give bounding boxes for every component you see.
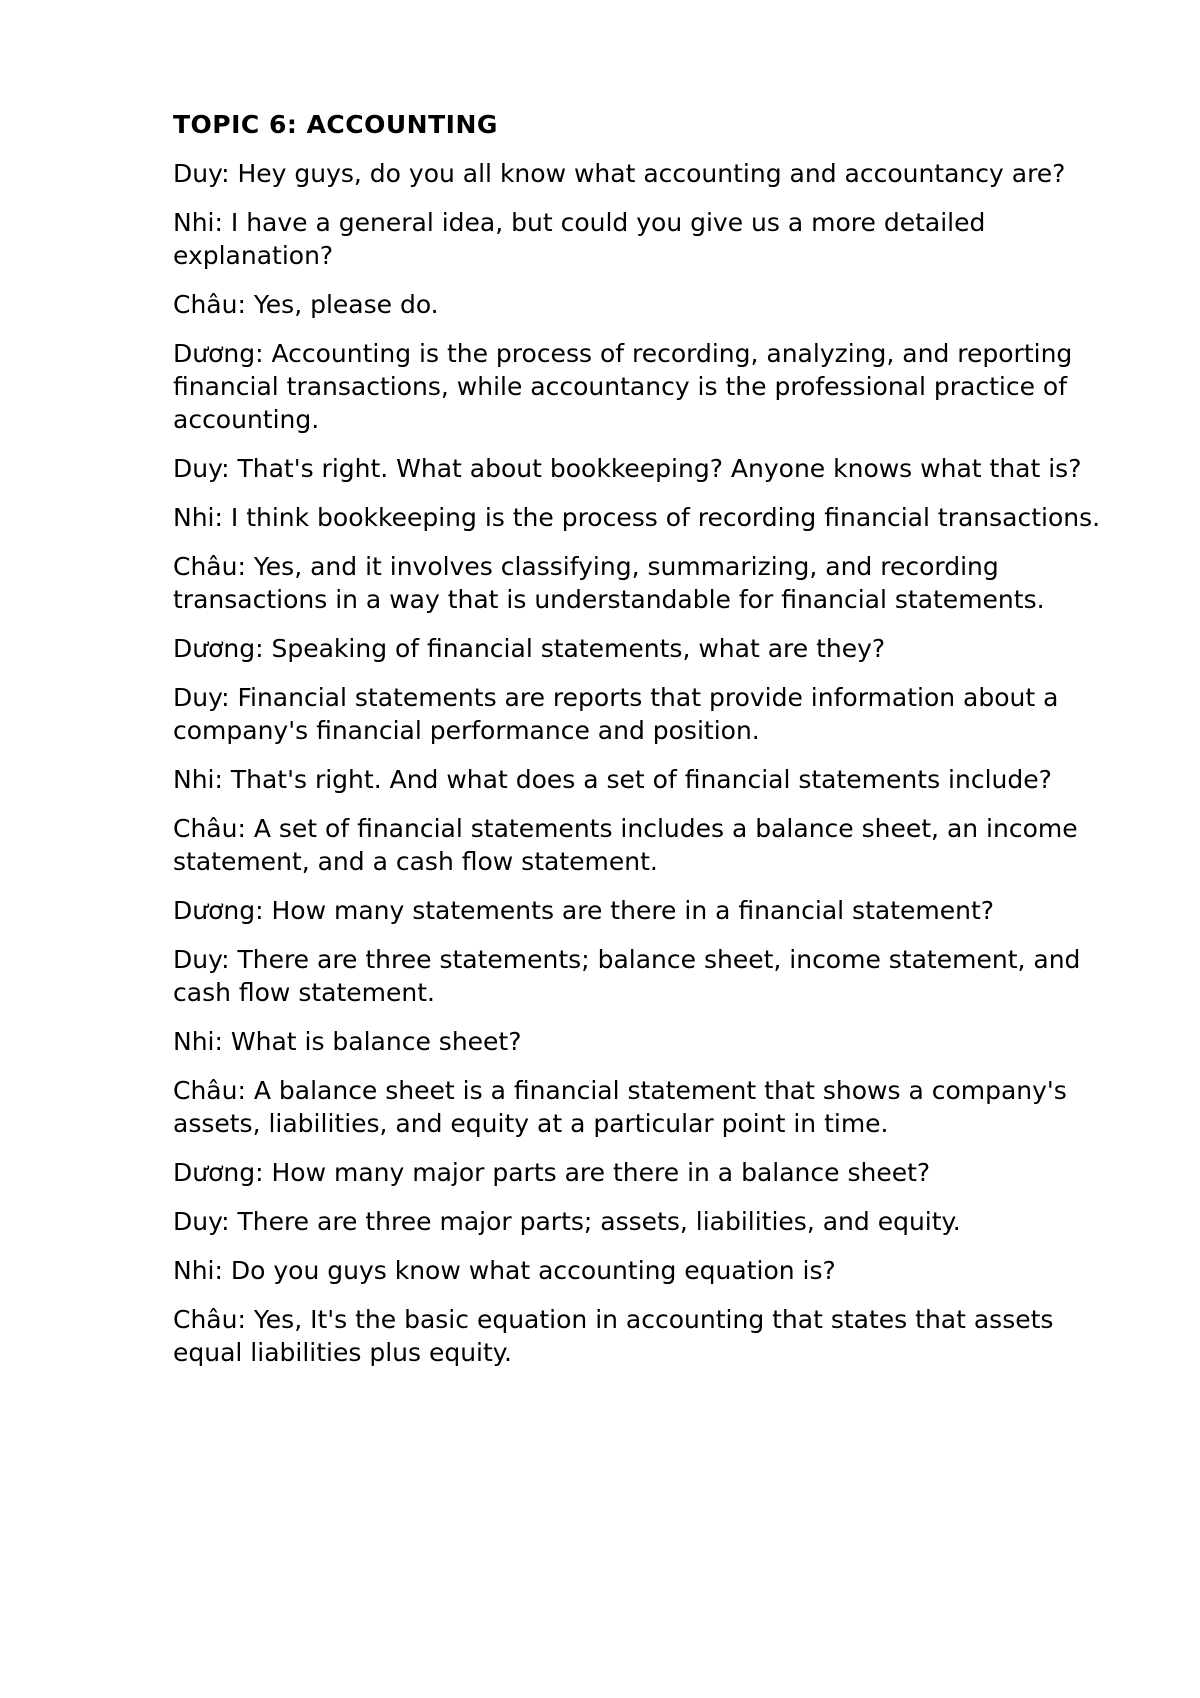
dialogue-line xyxy=(173,894,1103,927)
speaker-name: Dương : xyxy=(173,339,271,368)
speaker-name: Duy : xyxy=(173,454,237,483)
dialogue-line xyxy=(173,206,1103,272)
dialogue-text: I have a general idea, but could you give us a more detailed explanation? xyxy=(173,208,986,270)
dialogue-text: Hey guys, do you all know what accounting and accountancy are? xyxy=(237,159,1066,188)
speaker-name: Dương : xyxy=(173,634,271,663)
dialogue-line xyxy=(173,288,1103,321)
dialogue-line xyxy=(173,501,1103,534)
dialogue-line xyxy=(173,1025,1103,1058)
speaker-name: Duy : xyxy=(173,945,237,974)
dialogue-text: Yes, and it involves classifying, summarizing, and recording transactions in a way that is understandable for financial statements. xyxy=(173,552,1045,614)
dialogue-line xyxy=(173,452,1103,485)
speaker-name: Châu : xyxy=(173,1305,254,1334)
dialogue-text: How many statements are there in a financial statement? xyxy=(271,896,995,925)
speaker-name: Duy : xyxy=(173,683,237,712)
speaker-name: Nhi : xyxy=(173,1027,231,1056)
dialogue-text: Yes, It's the basic equation in accounting that states that assets equal liabilities plus equity. xyxy=(173,1305,1054,1367)
dialogue-line xyxy=(173,1303,1103,1369)
dialogue-line xyxy=(173,763,1103,796)
dialogue-line xyxy=(173,812,1103,878)
speaker-name: Nhi : xyxy=(173,1256,231,1285)
dialogue-text: How many major parts are there in a balance sheet? xyxy=(271,1158,931,1187)
dialogue-text: I think bookkeeping is the process of recording financial transactions. xyxy=(230,503,1101,532)
dialogue-text: That's right. What about bookkeeping? Anyone knows what that is? xyxy=(237,454,1082,483)
dialogue-line xyxy=(173,1254,1103,1287)
dialogue-list xyxy=(173,157,1103,1369)
dialogue-text: A set of financial statements includes a balance sheet, an income statement, and a cash flow statement. xyxy=(173,814,1078,876)
speaker-name: Nhi : xyxy=(173,208,231,237)
dialogue-line xyxy=(173,1205,1103,1238)
dialogue-text: There are three statements; balance sheet, income statement, and cash flow statement. xyxy=(173,945,1081,1007)
dialogue-line xyxy=(173,337,1103,436)
speaker-name: Châu : xyxy=(173,814,254,843)
dialogue-text: Accounting is the process of recording, analyzing, and reporting financial transactions, while accountancy is the professional practice of accounting. xyxy=(173,339,1073,434)
dialogue-line xyxy=(173,1074,1103,1140)
speaker-name: Dương : xyxy=(173,1158,271,1187)
dialogue-line xyxy=(173,943,1103,1009)
document-title: TOPIC 6: ACCOUNTING xyxy=(173,110,498,139)
dialogue-line xyxy=(173,157,1103,190)
dialogue-line xyxy=(173,550,1103,616)
dialogue-text: There are three major parts; assets, liabilities, and equity. xyxy=(237,1207,961,1236)
dialogue-text: Financial statements are reports that provide information about a company's financial performance and position. xyxy=(173,683,1059,745)
speaker-name: Nhi : xyxy=(173,503,231,532)
speaker-name: Dương : xyxy=(173,896,271,925)
speaker-name: Châu : xyxy=(173,552,254,581)
speaker-name: Châu : xyxy=(173,1076,254,1105)
dialogue-text: What is balance sheet? xyxy=(230,1027,522,1056)
dialogue-line xyxy=(173,632,1103,665)
speaker-name: Duy : xyxy=(173,159,237,188)
speaker-name: Nhi : xyxy=(173,765,231,794)
speaker-name: Châu : xyxy=(173,290,254,319)
speaker-name: Duy : xyxy=(173,1207,237,1236)
dialogue-text: A balance sheet is a financial statement that shows a company's assets, liabilities, and equity at a particular point in time. xyxy=(173,1076,1067,1138)
dialogue-text: That's right. And what does a set of financial statements include? xyxy=(230,765,1052,794)
dialogue-line xyxy=(173,681,1103,747)
dialogue-text: Do you guys know what accounting equation is? xyxy=(230,1256,836,1285)
dialogue-text: Yes, please do. xyxy=(253,290,439,319)
dialogue-text: Speaking of financial statements, what are they? xyxy=(271,634,886,663)
document-body xyxy=(173,108,1103,1385)
dialogue-line xyxy=(173,1156,1103,1189)
